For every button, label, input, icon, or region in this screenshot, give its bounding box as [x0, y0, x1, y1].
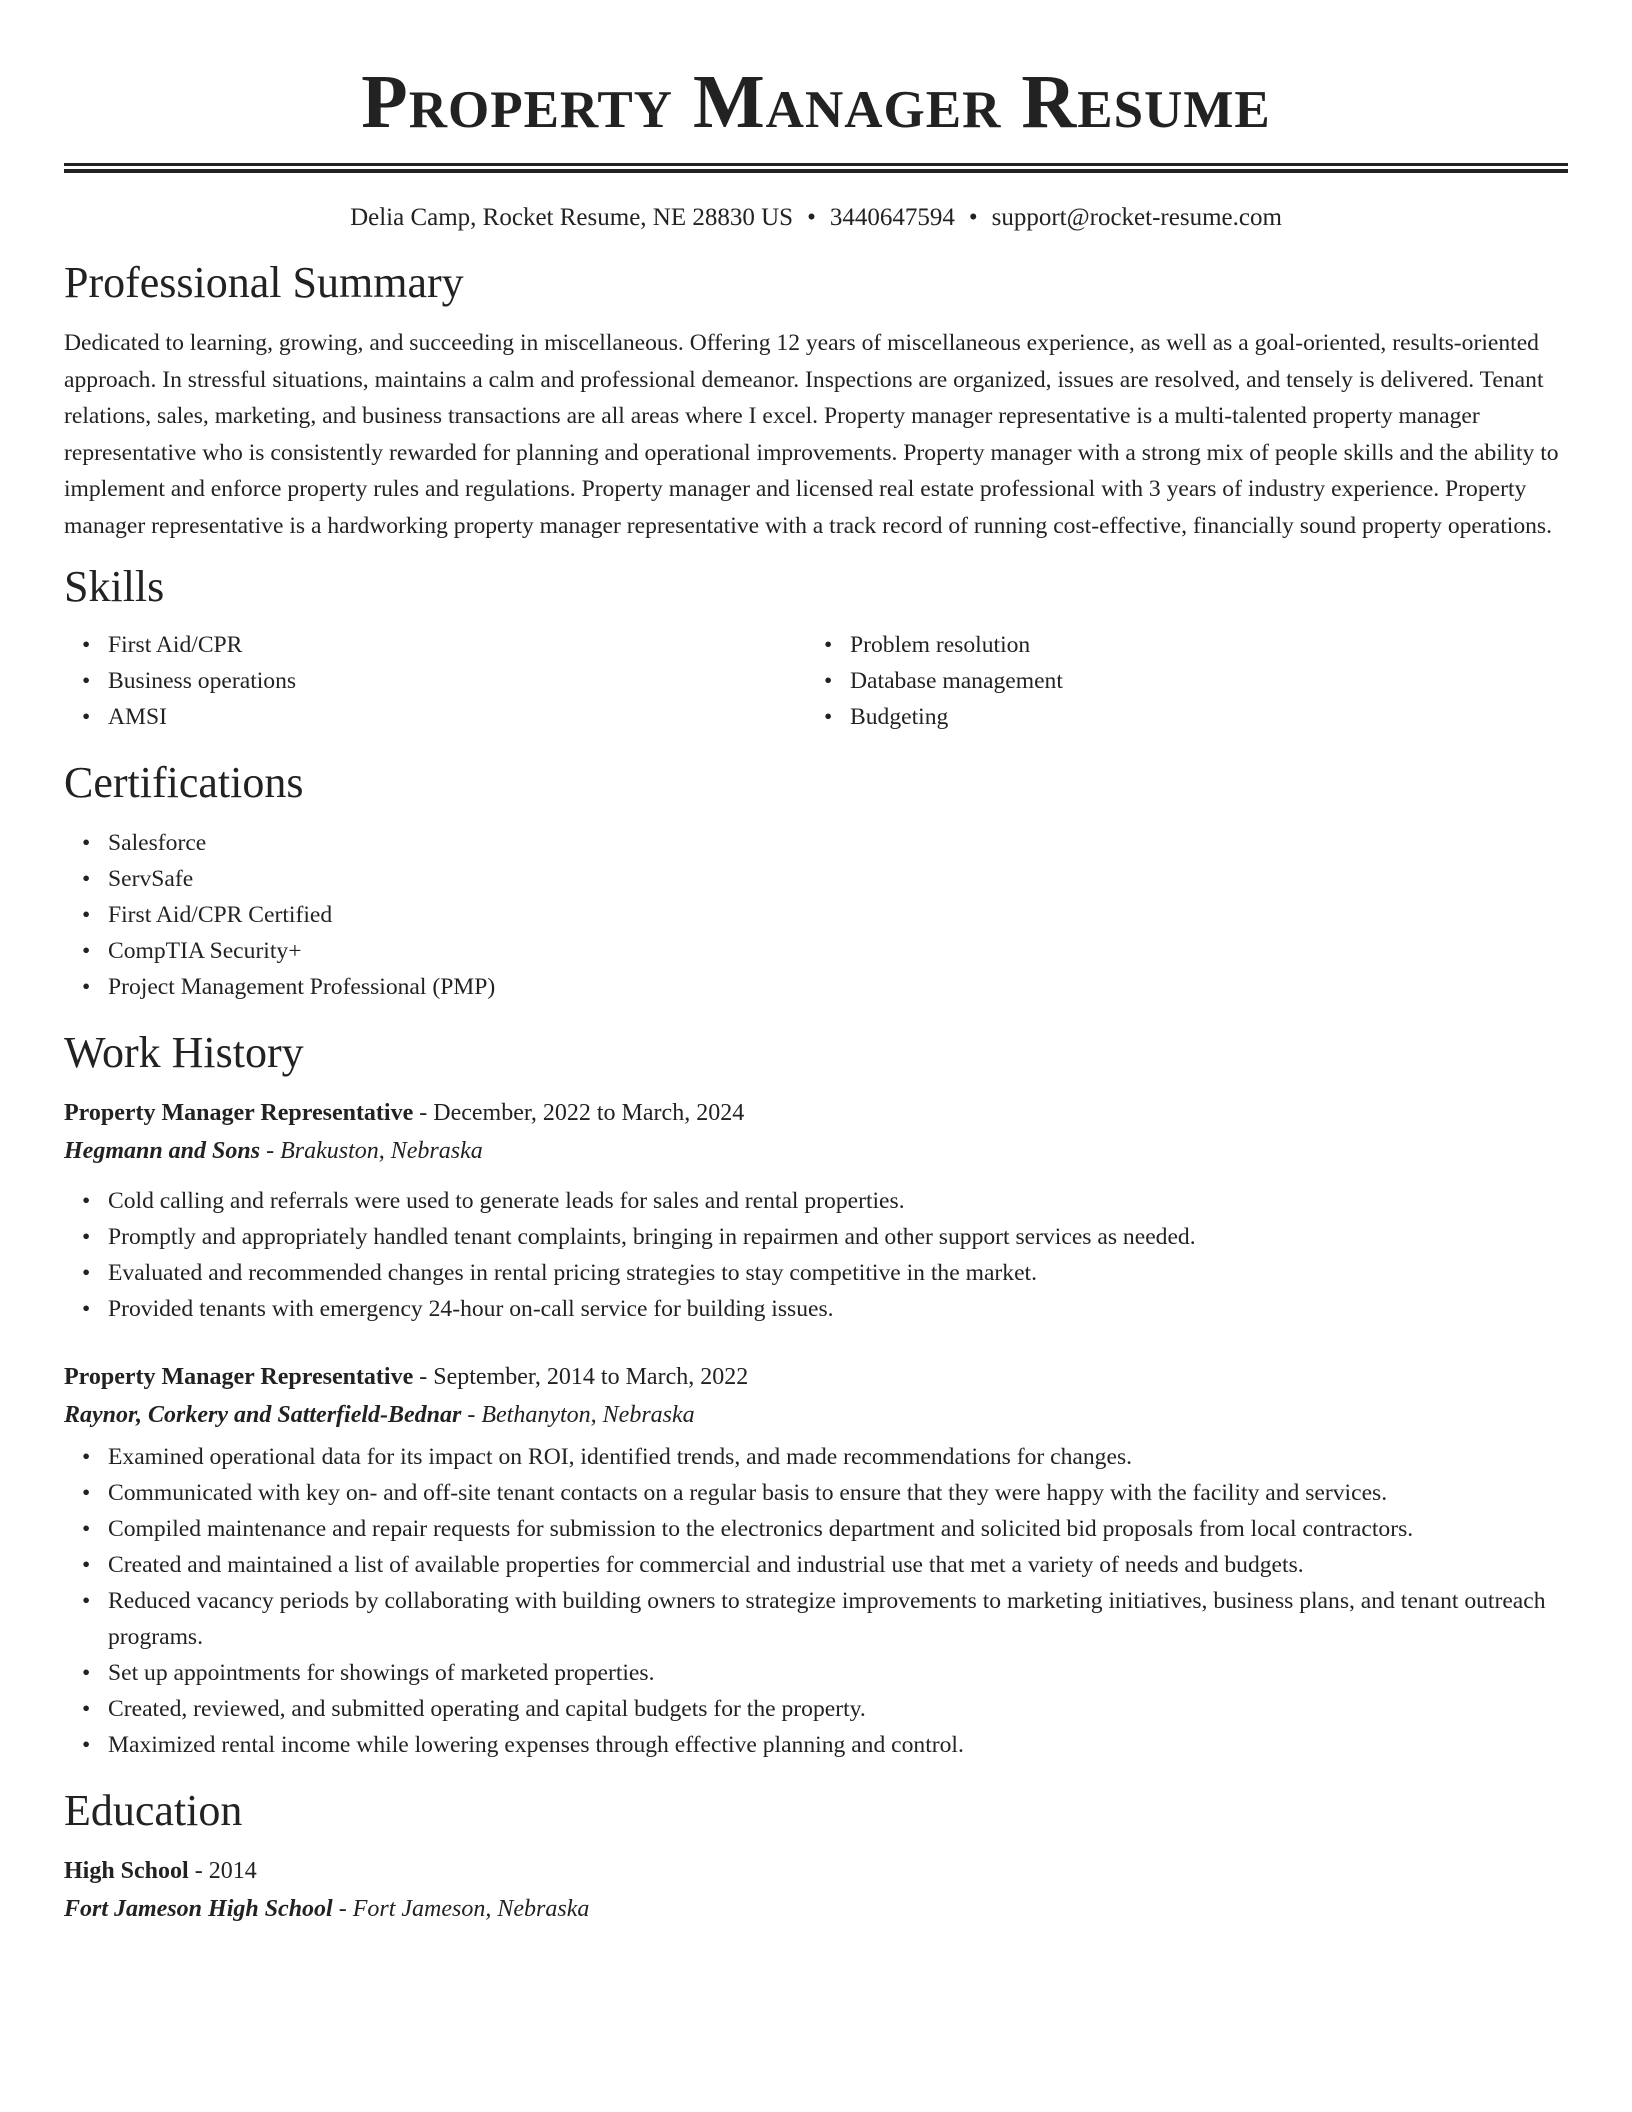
job-bullet-text: Reduced vacancy periods by collaborating with building owners to strategize improvements to marketing initiatives, business plans, and tenant outreach programs.	[108, 1587, 1546, 1650]
job-bullet	[64, 1439, 1568, 1475]
certification-item	[64, 969, 1568, 1005]
job-title-line	[64, 1095, 1568, 1131]
skill-item	[64, 699, 806, 735]
job-bullet	[64, 1475, 1568, 1511]
certifications-heading: Certifications	[64, 757, 304, 807]
job-bullet	[64, 1655, 1568, 1691]
job-entry	[64, 1359, 1568, 1763]
skills-grid	[64, 627, 1568, 735]
skill-label: Business operations	[108, 667, 297, 694]
certifications-list	[64, 825, 1568, 1005]
certification-label: Salesforce	[108, 829, 207, 856]
education-year: 2014	[208, 1857, 257, 1884]
skills-list-left	[64, 627, 806, 735]
skill-item	[64, 627, 806, 663]
contact-separator: •	[807, 204, 816, 231]
dash-separator: -	[260, 1137, 281, 1164]
job-bullet-text: Compiled maintenance and repair requests for submission to the electronics department and solicited bid proposals from local contractors.	[108, 1515, 1414, 1542]
certification-label: Project Management Professional (PMP)	[108, 973, 496, 1000]
bullet-icon: •	[82, 1295, 91, 1322]
bullet-icon: •	[82, 1731, 91, 1758]
job-bullet	[64, 1511, 1568, 1547]
dash-separator: -	[188, 1857, 209, 1884]
bullet-icon: •	[82, 1223, 91, 1250]
job-company-line	[64, 1131, 1568, 1171]
job-bullets	[64, 1183, 1568, 1327]
skill-label: Budgeting	[850, 703, 949, 730]
job-title-line	[64, 1359, 1568, 1395]
job-bullet-text: Set up appointments for showings of marketed properties.	[108, 1659, 655, 1686]
dash-separator: -	[413, 1099, 434, 1126]
bullet-icon: •	[82, 1443, 91, 1470]
job-bullet-text: Cold calling and referrals were used to generate leads for sales and rental properties.	[108, 1187, 905, 1214]
contact-email: support@rocket-resume.com	[991, 204, 1282, 231]
bullet-icon: •	[82, 973, 91, 1000]
skills-column-left	[64, 627, 806, 735]
resume-title: Property Manager Resume	[361, 60, 1271, 144]
job-title: Property Manager Representative	[64, 1099, 414, 1126]
job-company: Raynor, Corkery and Satterfield-Bednar	[64, 1401, 462, 1428]
education-degree-line	[64, 1853, 1568, 1889]
certification-label: ServSafe	[108, 865, 194, 892]
job-location: Bethanyton, Nebraska	[481, 1401, 695, 1428]
bullet-icon: •	[82, 901, 91, 928]
job-bullet-text: Evaluated and recommended changes in rental pricing strategies to stay competitive in the market.	[108, 1259, 1038, 1286]
skill-label: Database management	[850, 667, 1063, 694]
skill-label: Problem resolution	[850, 631, 1031, 658]
bullet-icon: •	[82, 1479, 91, 1506]
job-title: Property Manager Representative	[64, 1363, 414, 1390]
bullet-icon: •	[824, 631, 833, 658]
education-location: Fort Jameson, Nebraska	[352, 1895, 590, 1922]
job-bullet-text: Maximized rental income while lowering expenses through effective planning and control.	[108, 1731, 964, 1758]
bullet-icon: •	[82, 1259, 91, 1286]
job-bullet	[64, 1183, 1568, 1219]
summary-heading: Professional Summary	[64, 258, 464, 307]
certification-item	[64, 897, 1568, 933]
job-bullet-text: Provided tenants with emergency 24-hour on-call service for building issues.	[108, 1295, 834, 1322]
skills-heading: Skills	[64, 561, 165, 611]
work-history-heading: Work History	[64, 1027, 304, 1077]
certification-item	[64, 825, 1568, 861]
dash-separator: -	[332, 1895, 353, 1922]
bullet-icon: •	[82, 703, 91, 730]
job-bullet	[64, 1255, 1568, 1291]
contact-line	[64, 201, 1568, 235]
skill-label: AMSI	[108, 703, 167, 730]
bullet-icon: •	[82, 1587, 91, 1614]
job-bullet	[64, 1727, 1568, 1763]
bullet-icon: •	[82, 937, 91, 964]
education-heading: Education	[64, 1785, 243, 1835]
certification-label: First Aid/CPR Certified	[108, 901, 333, 928]
skill-item	[806, 627, 1548, 663]
bullet-icon: •	[82, 667, 91, 694]
skills-column-right	[806, 627, 1548, 735]
education-degree: High School	[64, 1857, 189, 1884]
job-company: Hegmann and Sons	[64, 1137, 261, 1164]
job-dates: December, 2022 to March, 2024	[433, 1099, 745, 1126]
bullet-icon: •	[82, 1695, 91, 1722]
job-bullet	[64, 1583, 1568, 1655]
job-bullet-text: Created, reviewed, and submitted operating and capital budgets for the property.	[108, 1695, 866, 1722]
job-bullet-text: Communicated with key on- and off-site tenant contacts on a regular basis to ensure that they were happy with the facility and services.	[108, 1479, 1388, 1506]
education-school-line	[64, 1889, 1568, 1929]
contact-phone: 3440647594	[829, 204, 955, 231]
certification-item	[64, 861, 1568, 897]
certification-item	[64, 933, 1568, 969]
bullet-icon: •	[82, 1659, 91, 1686]
job-bullet-text: Created and maintained a list of available properties for commercial and industrial use that met a variety of needs and budgets.	[108, 1551, 1304, 1578]
education-school: Fort Jameson High School	[64, 1895, 333, 1922]
job-bullet	[64, 1291, 1568, 1327]
summary-text: Dedicated to learning, growing, and succeeding in miscellaneous. Offering 12 years of miscellaneous experience, as well as a goal-oriented, results-oriented approach. In stressful situations, maintains a calm and professional demeanor. Inspections are organized, issues are resolved, and tensely is delivered. Tenant relations, sales, marketing, and business transactions are all areas where I excel. Property manager representative is a multi-talented property manager representative who is consistently rewarded for planning and operational improvements. Property manager with a strong mix of people skills and the ability to implement and enforce property rules and regulations. Property manager and licensed real estate professional with 3 years of industry experience. Property manager representative is a hardworking property manager representative with a track record of running cost-effective, financially sound property operations.	[64, 330, 1559, 539]
job-bullet	[64, 1547, 1568, 1583]
skill-item	[806, 663, 1548, 699]
job-bullet	[64, 1691, 1568, 1727]
skills-list-right	[806, 627, 1548, 735]
contact-address: Delia Camp, Rocket Resume, NE 28830 US	[350, 204, 794, 231]
bullet-icon: •	[82, 1187, 91, 1214]
bullet-icon: •	[82, 829, 91, 856]
job-company-line	[64, 1395, 1568, 1435]
job-bullet-text: Examined operational data for its impact on ROI, identified trends, and made recommendations for changes.	[108, 1443, 1133, 1470]
certification-label: CompTIA Security+	[108, 937, 302, 964]
dash-separator: -	[413, 1363, 434, 1390]
bullet-icon: •	[82, 1515, 91, 1542]
bullet-icon: •	[824, 703, 833, 730]
bullet-icon: •	[82, 1551, 91, 1578]
bullet-icon: •	[824, 667, 833, 694]
job-location: Brakuston, Nebraska	[280, 1137, 483, 1164]
skill-item	[806, 699, 1548, 735]
education-entry	[64, 1853, 1568, 1929]
job-dates: September, 2014 to March, 2022	[433, 1363, 749, 1390]
bullet-icon: •	[82, 865, 91, 892]
bullet-icon: •	[82, 631, 91, 658]
skill-item	[64, 663, 806, 699]
job-entry	[64, 1095, 1568, 1327]
title-divider	[64, 163, 1568, 173]
skill-label: First Aid/CPR	[108, 631, 243, 658]
dash-separator: -	[461, 1401, 482, 1428]
job-bullet	[64, 1219, 1568, 1255]
job-bullets	[64, 1439, 1568, 1763]
job-bullet-text: Promptly and appropriately handled tenant complaints, bringing in repairmen and other support services as needed.	[108, 1223, 1196, 1250]
contact-separator: •	[968, 204, 978, 231]
